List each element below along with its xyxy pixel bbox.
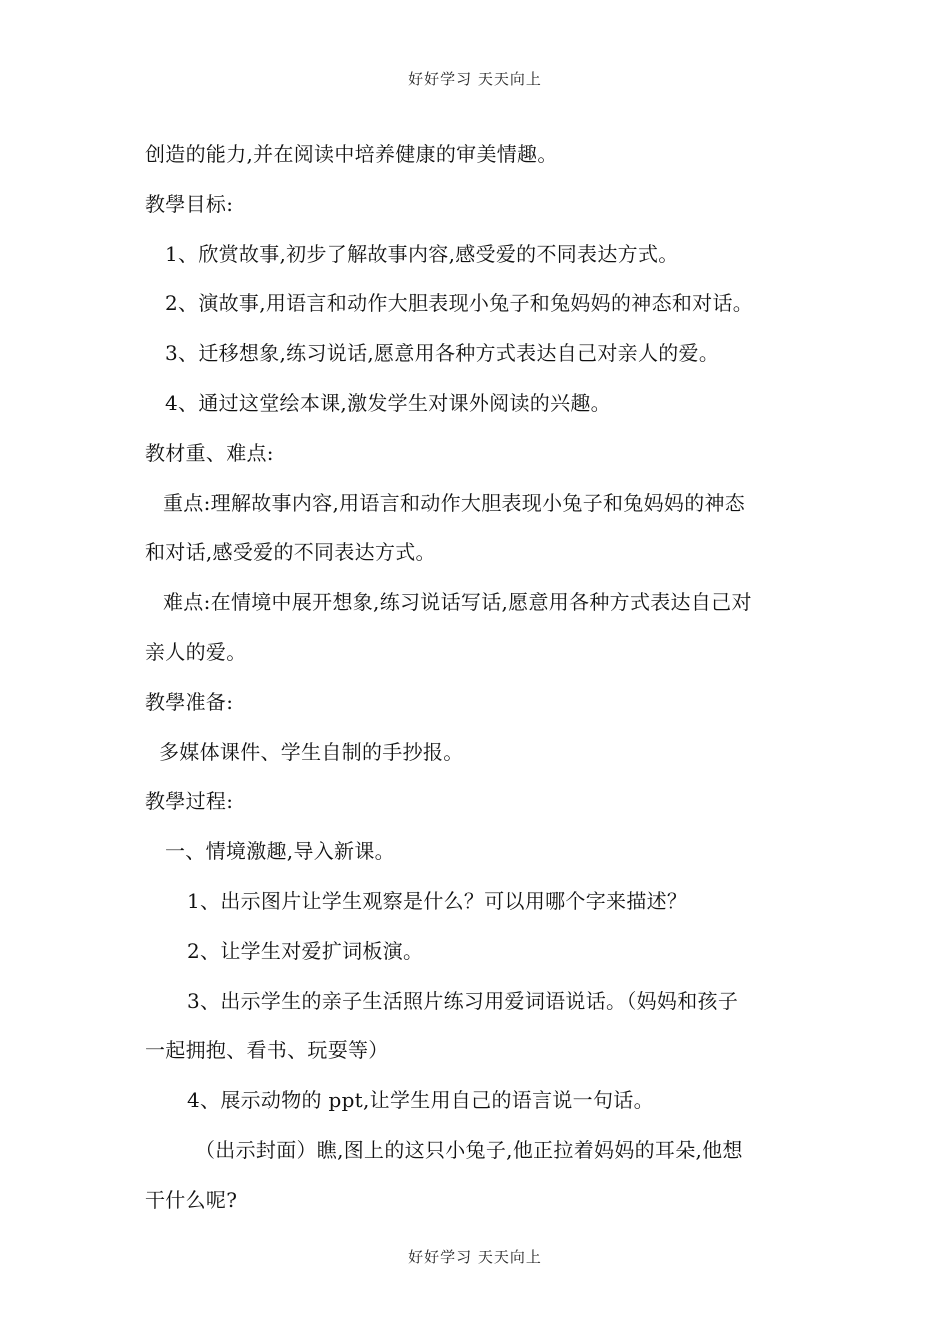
section-heading-key-points: 教材重、难点: (145, 440, 274, 465)
difficult-point-line-cont: 亲人的爱。 (145, 639, 247, 664)
key-point-line: 重点:理解故事内容,用语言和动作大胆表现小兔子和兔妈妈的神态 (163, 490, 746, 515)
section-heading-goals: 教學目标: (145, 191, 234, 216)
process-item-2: 2、让学生对爱扩词板演。 (187, 938, 424, 963)
process-item-4: 4、展示动物的 ppt,让学生用自己的语言说一句话。 (187, 1088, 654, 1113)
goal-item-2: 2、演故事,用语言和动作大胆表现小兔子和兔妈妈的神态和对话。 (165, 291, 754, 316)
goal-item-3: 3、迁移想象,练习说话,愿意用各种方式表达自己对亲人的爱。 (165, 341, 720, 366)
process-item-3: 3、出示学生的亲子生活照片练习用爱词语说话。（妈妈和孩子 (187, 988, 739, 1013)
process-paragraph-cont: 干什么呢? (145, 1187, 238, 1212)
goal-item-4: 4、通过这堂绘本课,激发学生对课外阅读的兴趣。 (165, 390, 611, 415)
process-item-1: 1、出示图片让学生观察是什么？可以用哪个字来描述？ (187, 888, 688, 913)
section-heading-preparation: 教學准备: (145, 689, 234, 714)
goal-item-1: 1、欣赏故事,初步了解故事内容,感受爱的不同表达方式。 (165, 241, 679, 266)
key-point-line-cont: 和对话,感受爱的不同表达方式。 (145, 540, 436, 565)
process-step-heading: 一、情境激趣,导入新课。 (165, 839, 395, 864)
paragraph-line: 创造的能力,并在阅读中培养健康的审美情趣。 (145, 142, 558, 166)
process-item-3-cont: 一起拥抱、看书、玩耍等） (145, 1038, 389, 1063)
section-heading-process: 教學过程: (145, 789, 234, 814)
page-header: 好好学习 天天向上 (408, 70, 542, 88)
preparation-line: 多媒体课件、学生自制的手抄报。 (159, 739, 464, 764)
document-body (145, 130, 810, 1226)
difficult-point-line: 难点:在情境中展开想象,练习说话写话,愿意用各种方式表达自己对 (163, 590, 752, 615)
process-paragraph: （出示封面）瞧,图上的这只小兔子,他正拉着妈妈的耳朵,他想 (195, 1137, 743, 1162)
page-footer: 好好学习 天天向上 (408, 1248, 542, 1266)
